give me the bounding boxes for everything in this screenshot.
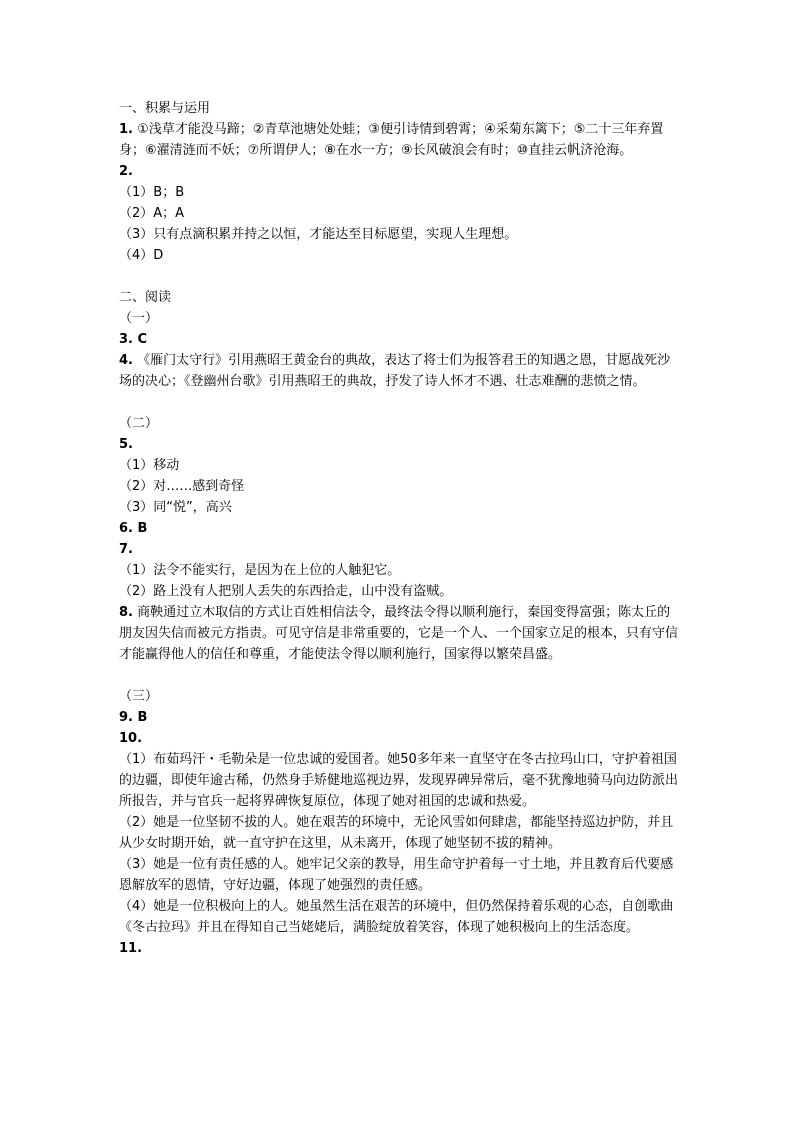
question-number: 1. xyxy=(119,122,133,137)
spacer xyxy=(119,665,679,686)
question-number-5: 5. xyxy=(119,437,133,452)
answer-1 xyxy=(119,119,679,161)
part-label-3: （三） xyxy=(119,689,159,704)
answer-2-3: （3）只有点滴积累并持之以恒，才能达至目标愿望，实现人生理想。 xyxy=(119,227,518,242)
answer-6: 6. B xyxy=(119,521,148,536)
part-label-2: （二） xyxy=(119,416,159,431)
section-heading-accumulation: 一、积累与运用 xyxy=(119,101,211,116)
answer-10-2: （2）她是一位坚韧不拔的人。她在艰苦的环境中，无论风雪如何肆虐，都能坚持巡边护防，并且从少女时期开始，就一直守护在这里，从未离开，体现了她坚韧不拔的精神。 xyxy=(119,815,674,851)
answer-7-2: （2）路上没有人把别人丢失的东西拾走，山中没有盗贼。 xyxy=(119,584,453,599)
question-number: 8. xyxy=(119,605,133,620)
question-number-7: 7. xyxy=(119,542,133,557)
answer-8 xyxy=(119,602,679,665)
answer-text: 《雁门太守行》引用燕昭王黄金台的典故，表达了将士们为报答君王的知遇之恩，甘愿战死沙场的决心；《登幽州台歌》引用燕昭王的典故，抒发了诗人怀才不遇、壮志难酬的悲愤之情。 xyxy=(119,353,671,389)
answer-2-2: （2）A；A xyxy=(119,206,185,221)
part-label-1: （一） xyxy=(119,311,159,326)
answer-10-1: （1）布茹玛汗・毛勒朵是一位忠诚的爱国者。她50多年来一直坚守在冬古拉玛山口，守护着祖国的边疆，即使年逾古稀，仍然身手矫健地巡视边界，发现界碑异常后，毫不犹豫地骑马向边防派出所报告，并与官兵一起将界碑恢复原位，体现了她对祖国的忠诚和热爱。 xyxy=(119,752,679,809)
answer-text: 商鞅通过立木取信的方式让百姓相信法令，最终法令得以顺利施行，秦国变得富强；陈太丘的朋友因失信而被元方指责。可见守信是非常重要的，它是一个人、一个国家立足的根本，只有守信才能赢得他人的信任和尊重，才能使法令得以顺利施行，国家得以繁荣昌盛。 xyxy=(119,605,679,662)
answer-5-1: （1）移动 xyxy=(119,458,180,473)
question-number: 4. xyxy=(119,353,133,368)
answer-text: ①浅草才能没马蹄；②青草池塘处处蛙；③便引诗情到碧霄；④采菊东篱下；⑤二十三年弃置身；⑥濯清涟而不妖；⑦所谓伊人；⑧在水一方；⑨长风破浪会有时；⑩直挂云帆济沧海。 xyxy=(119,122,664,158)
question-number-10: 10. xyxy=(119,731,143,746)
section-heading-reading: 二、阅读 xyxy=(119,290,172,305)
answer-7-1: （1）法令不能实行，是因为在上位的人触犯它。 xyxy=(119,563,401,578)
answer-3: 3. C xyxy=(119,332,148,347)
answer-9: 9. B xyxy=(119,710,148,725)
answer-4 xyxy=(119,350,679,392)
answer-5-2: （2）对……感到奇怪 xyxy=(119,479,245,494)
answer-2-1: （1）B；B xyxy=(119,185,185,200)
question-number-11: 11. xyxy=(119,941,143,956)
answer-content xyxy=(119,98,679,959)
answer-2-4: （4）D xyxy=(119,248,164,263)
answer-10-3: （3）她是一位有责任感的人。她牢记父亲的教导，用生命守护着每一寸土地，并且教育后代要感恩解放军的恩情，守好边疆，体现了她强烈的责任感。 xyxy=(119,857,674,893)
spacer xyxy=(119,392,679,413)
answer-10-4: （4）她是一位积极向上的人。她虽然生活在艰苦的环境中，但仍然保持着乐观的心态，自创歌曲《冬古拉玛》并且在得知自己当姥姥后，满脸绽放着笑容，体现了她积极向上的生活态度。 xyxy=(119,899,674,935)
spacer xyxy=(119,266,679,287)
question-number-2: 2. xyxy=(119,164,133,179)
answer-5-3: （3）同“悦”，高兴 xyxy=(119,500,232,515)
